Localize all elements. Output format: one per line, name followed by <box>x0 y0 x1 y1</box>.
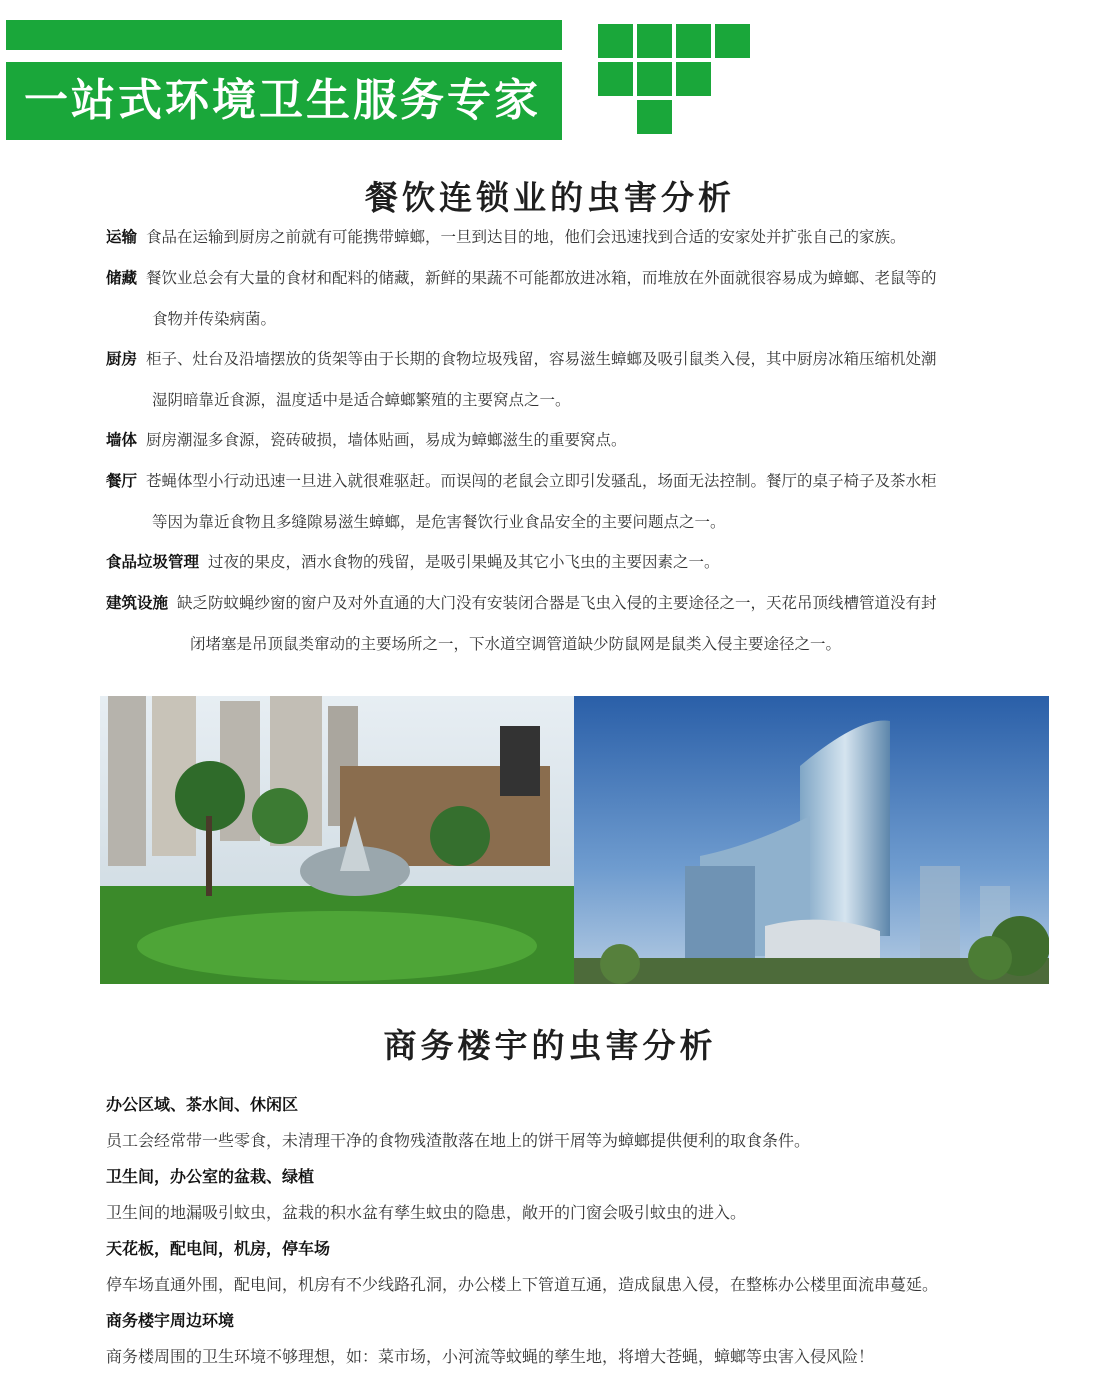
section-title-office: 商务楼宇的虫害分析 <box>383 1026 717 1065</box>
para-text: 缺乏防蚊蝇纱窗的窗户及对外直通的大门没有安装闭合器是飞虫入侵的主要途径之一，天花吊顶线槽管道没有封 <box>177 594 937 612</box>
paragraph-transport <box>106 217 1091 258</box>
para-heading: 餐厅 <box>106 472 138 490</box>
para-text: 柜子、灶台及沿墙摆放的货架等由于长期的食物垃圾残留，容易滋生蟑螂及吸引鼠类入侵，其中厨房冰箱压缩机处潮 <box>146 350 937 368</box>
para-text: 厨房潮湿多食源，瓷砖破损，墙体贴画，易成为蟑螂滋生的重要窝点。 <box>146 431 627 449</box>
para-heading: 厨房 <box>106 350 138 368</box>
para-text: 餐饮业总会有大量的食材和配料的储藏，新鲜的果蔬不可能都放进冰箱，而堆放在外面就很容易成为蟑螂、老鼠等的 <box>146 269 937 287</box>
para-text: 过夜的果皮，酒水食物的残留，是吸引果蝇及其它小飞虫的主要因素之一。 <box>208 553 720 571</box>
para-heading: 墙体 <box>106 431 138 449</box>
para-text: 苍蝇体型小行动迅速一旦进入就很难驱赶。而误闯的老鼠会立即引发骚乱，场面无法控制。餐厅的桌子椅子及茶水柜 <box>146 472 937 490</box>
header-top-bar <box>6 20 562 50</box>
para-continuation: 食物并传染病菌。 <box>152 310 277 328</box>
office-text-surroundings: 商务楼周围的卫生环境不够理想，如：菜市场，小河流等蚊蝇的孳生地，将增大苍蝇，蟑螂等虫害入侵风险！ <box>106 1347 875 1366</box>
slogan-banner <box>6 62 562 140</box>
office-text-ceiling: 停车场直通外围，配电间，机房有不少线路孔洞，办公楼上下管道互通，造成鼠患入侵，在整栋办公楼里面流串蔓延。 <box>106 1275 939 1294</box>
photo-strip <box>100 696 1049 984</box>
paragraph-dining-hall <box>106 461 1091 543</box>
office-heading-restroom: 卫生间，办公室的盆栽、绿植 <box>106 1167 315 1186</box>
paragraph-walls <box>106 420 1091 461</box>
office-heading-work-area: 办公区域、茶水间、休闲区 <box>106 1095 299 1114</box>
para-heading: 储藏 <box>106 269 138 287</box>
photo-residential-garden <box>100 696 574 984</box>
paragraph-food-waste <box>106 542 1091 583</box>
paragraph-storage <box>106 258 1091 340</box>
para-heading: 运输 <box>106 228 138 246</box>
section-title-catering: 餐饮连锁业的虫害分析 <box>365 178 735 217</box>
para-continuation: 闭堵塞是吊顶鼠类窜动的主要场所之一，下水道空调管道缺少防鼠网是鼠类入侵主要途径之一。 <box>190 635 842 653</box>
office-heading-surroundings: 商务楼宇周边环境 <box>106 1311 235 1330</box>
para-continuation: 等因为靠近食物且多缝隙易滋生蟑螂，是危害餐饮行业食品安全的主要问题点之一。 <box>152 513 726 531</box>
para-heading: 建筑设施 <box>106 594 169 612</box>
office-heading-ceiling: 天花板，配电间，机房，停车场 <box>106 1239 331 1258</box>
slogan-text: 一站式环境卫生服务专家 <box>24 75 541 126</box>
paragraph-building-facilities <box>106 583 1091 665</box>
para-text: 食品在运输到厨房之前就有可能携带蟑螂，一旦到达目的地，他们会迅速找到合适的安家处并扩张自己的家族。 <box>146 228 906 246</box>
brand-logo <box>598 24 758 134</box>
para-continuation: 湿阴暗靠近食源，温度适中是适合蟑螂繁殖的主要窝点之一。 <box>152 391 571 409</box>
office-text-restroom: 卫生间的地漏吸引蚊虫，盆栽的积水盆有孳生蚊虫的隐患，敞开的门窗会吸引蚊虫的进入。 <box>106 1203 747 1222</box>
para-heading: 食品垃圾管理 <box>106 553 200 571</box>
office-text-work-area: 员工会经常带一些零食，未清理干净的食物残渣散落在地上的饼干屑等为蟑螂提供便利的取食条件。 <box>106 1131 811 1150</box>
photo-office-towers <box>574 696 1049 984</box>
paragraph-kitchen <box>106 339 1091 421</box>
